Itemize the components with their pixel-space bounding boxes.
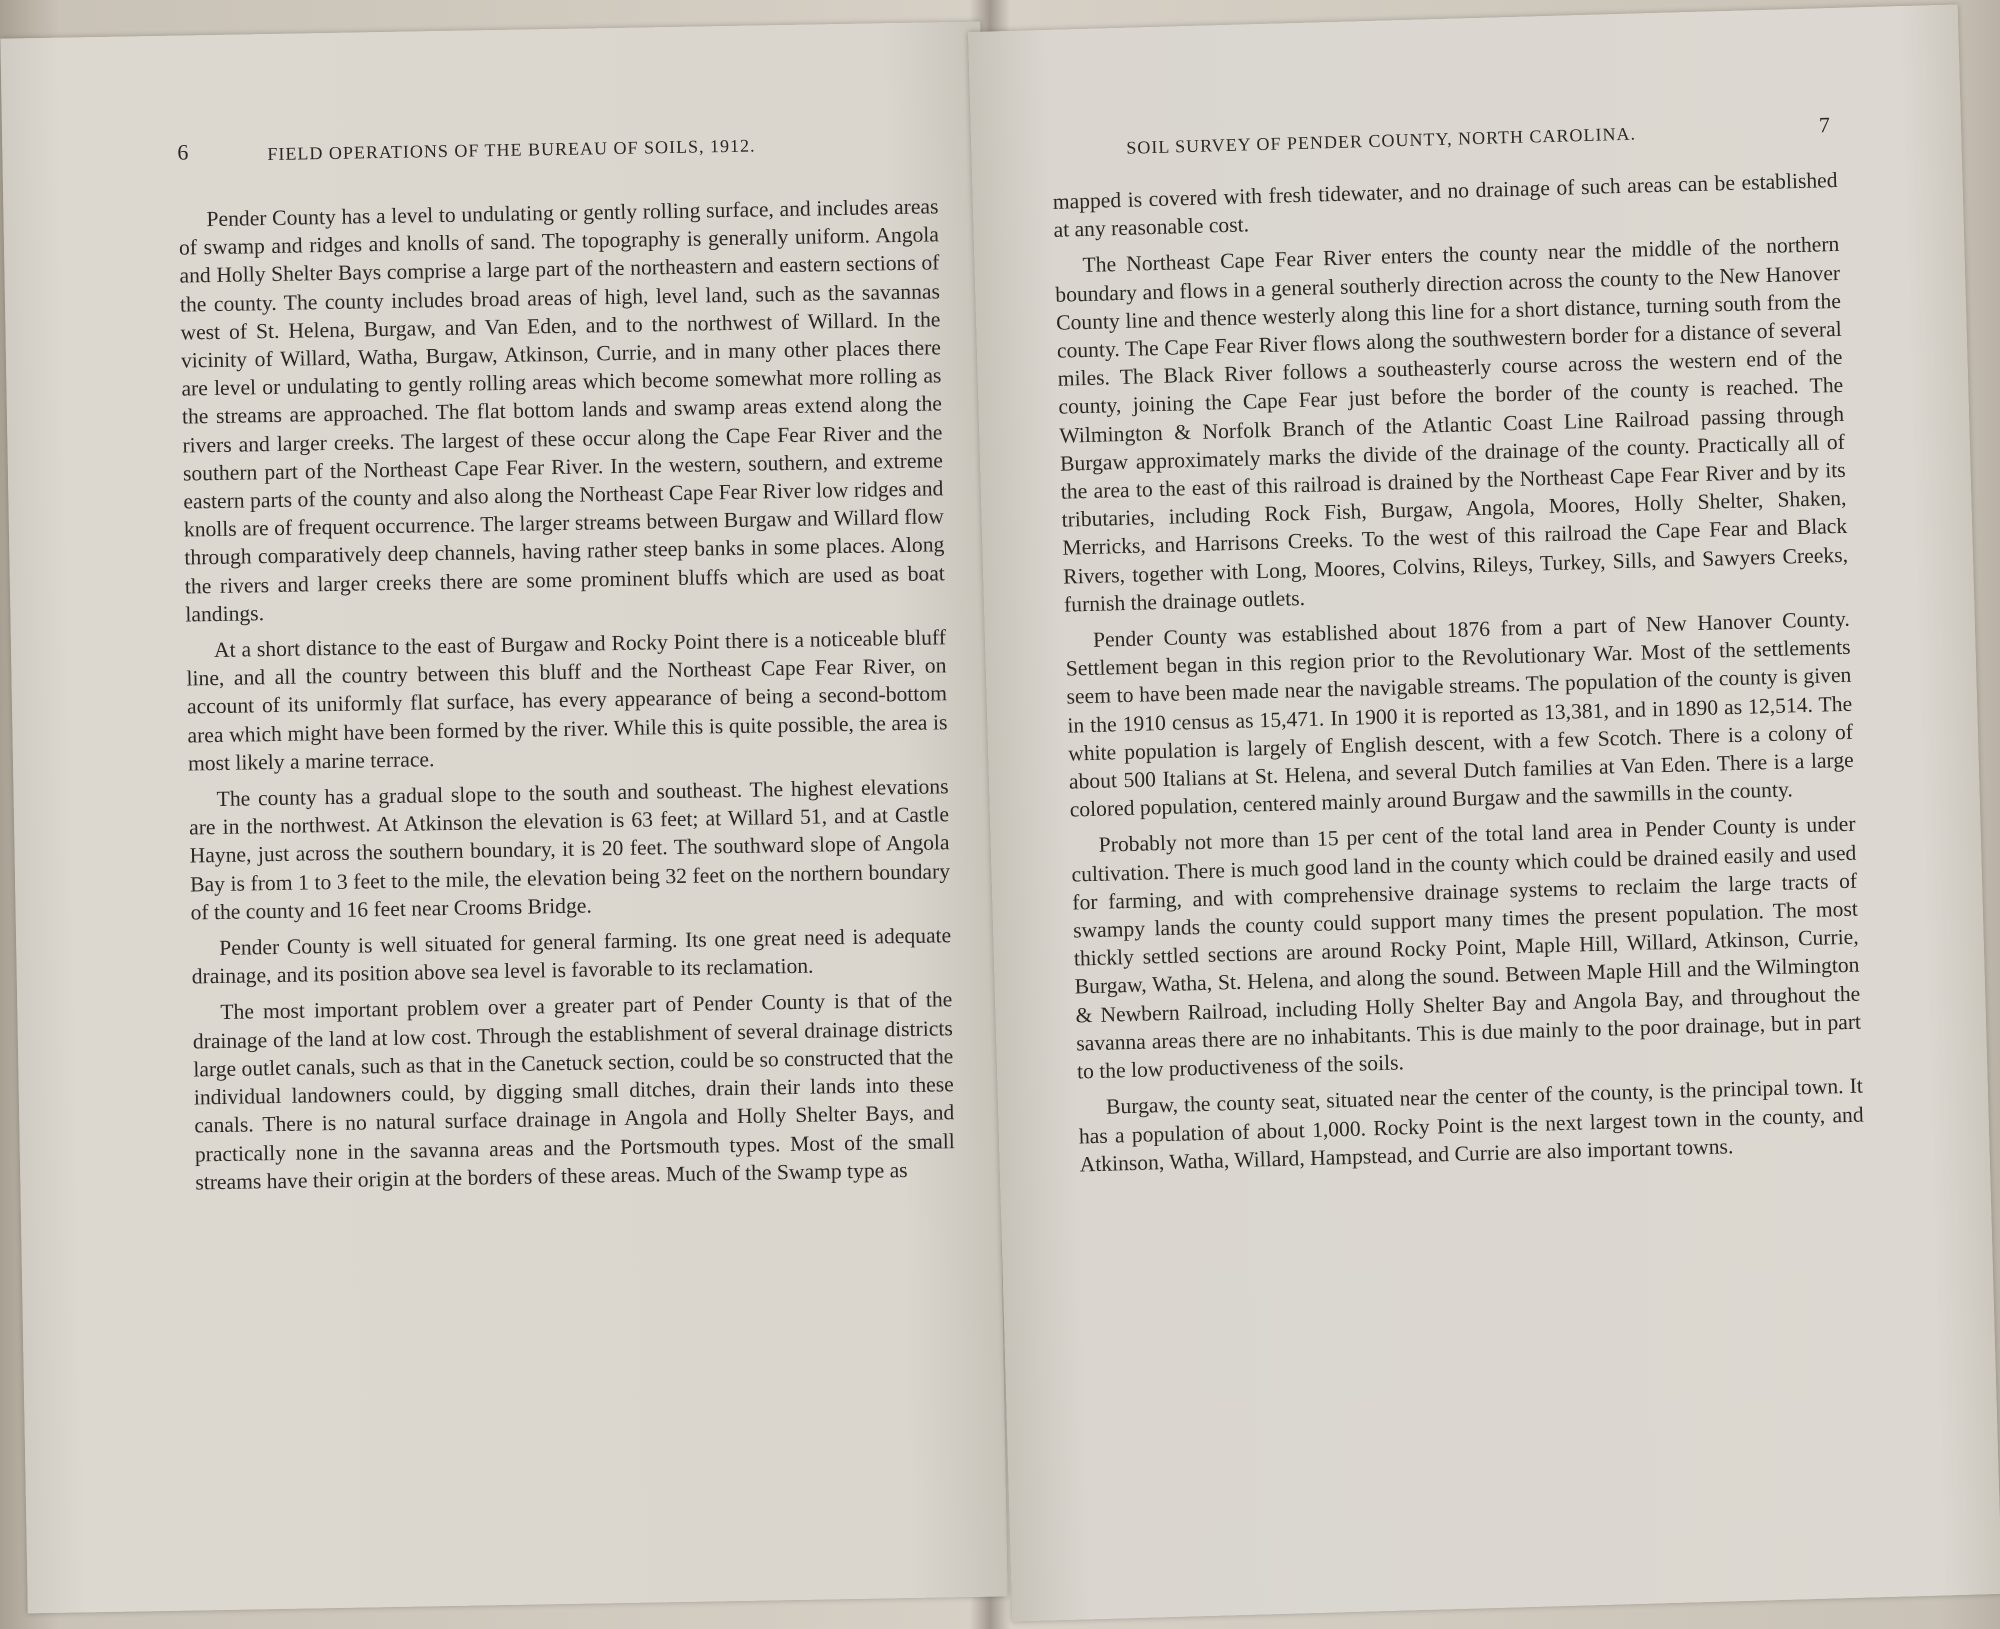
left-page-header [177, 132, 937, 175]
left-page-number: 6 [177, 139, 190, 165]
paragraph: The most important problem over a greater part of Pender County is that of the drainage of the land at low cost. Through the establishment of several drainage districts large outlet canals, such as that in the Canetuck section, could be so constructed that the individual landowners could, by digging small ditches, drain their lands into these canals. There is no natural surface drainage in Angola and Holly Shelter Bays, and practically none in the savanna areas and the Portsmouth types. Most of the small streams have their origin at the borders of these areas. Much of the Swamp type as [192, 987, 955, 1195]
right-page [968, 4, 2000, 1621]
paragraph: Pender County is well situated for general farming. Its one great need is adequate drainage, and its position above sea level is favorable to its reclamation. [191, 923, 952, 989]
left-running-head: FIELD OPERATIONS OF THE BUREAU OF SOILS, 1912. [267, 135, 756, 165]
paragraph: Probably not more than 15 per cent of the total land area in Pender County is under cultivation. There is much good land in the county which could be drained easily and used for farming, and with comprehensive drainage systems to reclaim the large tracts of swampy lands the county could support many times the present population. The most thickly settled sections are around Rocky Point, Maple Hill, Willard, Atkinson, Currie, Burgaw, Watha, St. Helena, and along the sound. Between Maple Hill and the Wilmington & Newbern Railroad, including Holly Shelter Bay and Angola Bay, and throughout the savanna areas there are no inhabitants. This is due mainly to the poor drainage, but in part to the low productiveness of the soils. [1071, 812, 1862, 1084]
paragraph: Pender County was established about 1876 from a part of New Hanover County. Settlement began in this region prior to the Revolutionary War. Most of the settlements seem to have been made near the navigable streams. The population of the county is given in the 1910 census as 15,471. In 1900 it is reported as 13,381, and in 1890 as 12,514. The white population is largely of English descent, with a few Scotch. There is a colony of about 500 Italians at St. Helena, and several Dutch families at Van Eden. There is a large colored population, centered mainly around Burgaw and the sawmills in the county. [1065, 606, 1854, 822]
paragraph: The Northeast Cape Fear River enters the county near the middle of the northern boundary and flows in a general southerly direction across the county to the New Hanover County line and thence westerly along this line for a short distance, turning south from the county. The Cape Fear River flows along the southwestern border for a distance of several miles. The Black River follows a southeasterly course across the western end of the county, joining the Cape Fear just before the border of the county is reached. The Wilmington & Norfolk Branch of the Atlantic Coast Line Railroad passing through Burgaw approximately marks the divide of the drainage of the county. Practically all of the area to the east of this railroad is drained by the Northeast Cape Fear River and by its tributaries, including Rock Fish, Burgaw, Angola, Moores, Holly Shelter, Shaken, Merricks, and Harrisons Creeks. To the west of this railroad the Cape Fear and Black Rivers, together with Long, Moores, Colvins, Rileys, Turkey, Sills, and Sawyers Creeks, furnish the drainage outlets. [1055, 232, 1849, 617]
right-running-head: SOIL SURVEY OF PENDER COUNTY, NORTH CAROLINA. [1126, 123, 1637, 158]
left-page-body [178, 192, 955, 1196]
paragraph: Pender County has a level to undulating or gently rolling surface, and includes areas of swamp and ridges and knolls of sand. The topography is generally uniform. Angola and Holly Shelter Bays comprise a large part of the northeastern and eastern sections of the county. The county includes broad areas of high, level land, such as the savannas west of St. Helena, Burgaw, and Van Eden, and to the northwest of Willard. In the vicinity of Willard, Watha, Burgaw, Atkinson, Currie, and in many other places there are level or undulating to gently rolling areas which become somewhat more rolling as the streams are approached. The flat bottom lands and swamp areas extend along the rivers and larger creeks. The largest of these occur along the Cape Fear River and the southern part of the Northeast Cape Fear River. In the western, southern, and extreme eastern parts of the county and also along the Northeast Cape Fear River low ridges and knolls are of frequent occurrence. The larger streams between Burgaw and Willard flow through comparatively deep channels, having rather steep banks in some places. Along the rivers and larger creeks there are some prominent bluffs which are used as boat landings. [178, 194, 946, 627]
paragraph: At a short distance to the east of Burgaw and Rocky Point there is a noticeable bluff line, and all the country between this bluff and the Northeast Cape Fear River, on account of its uniformly flat surface, has every appearance of being a second-bottom area which might have been formed by the river. While this is quite possible, the area is most likely a marine terrace. [186, 625, 948, 776]
right-page-header [1051, 112, 1832, 170]
right-page-body [1052, 166, 1864, 1178]
paragraph: The county has a gradual slope to the south and southeast. The highest elevations are in the northwest. At Atkinson the elevation is 63 feet; at Willard 51, and at Castle Hayne, just across the southern boundary, it is 20 feet. The southward slope of Angola Bay is from 1 to 3 feet to the mile, the elevation being 32 feet on the northern boundary of the county and 16 feet near Crooms Bridge. [188, 774, 951, 925]
paragraph-continued: mapped is covered with fresh tidewater, and no drainage of such areas can be established at any reasonable cost. [1052, 167, 1838, 243]
left-page [0, 22, 1007, 1614]
right-page-number: 7 [1818, 112, 1832, 138]
paragraph: Burgaw, the county seat, situated near the center of the county, is the principal town. It has a population of about 1,000. Rocky Point is the next largest town in the county, and Atkinson, Watha, Willard, Hampstead, and Currie are also important towns. [1078, 1073, 1864, 1177]
